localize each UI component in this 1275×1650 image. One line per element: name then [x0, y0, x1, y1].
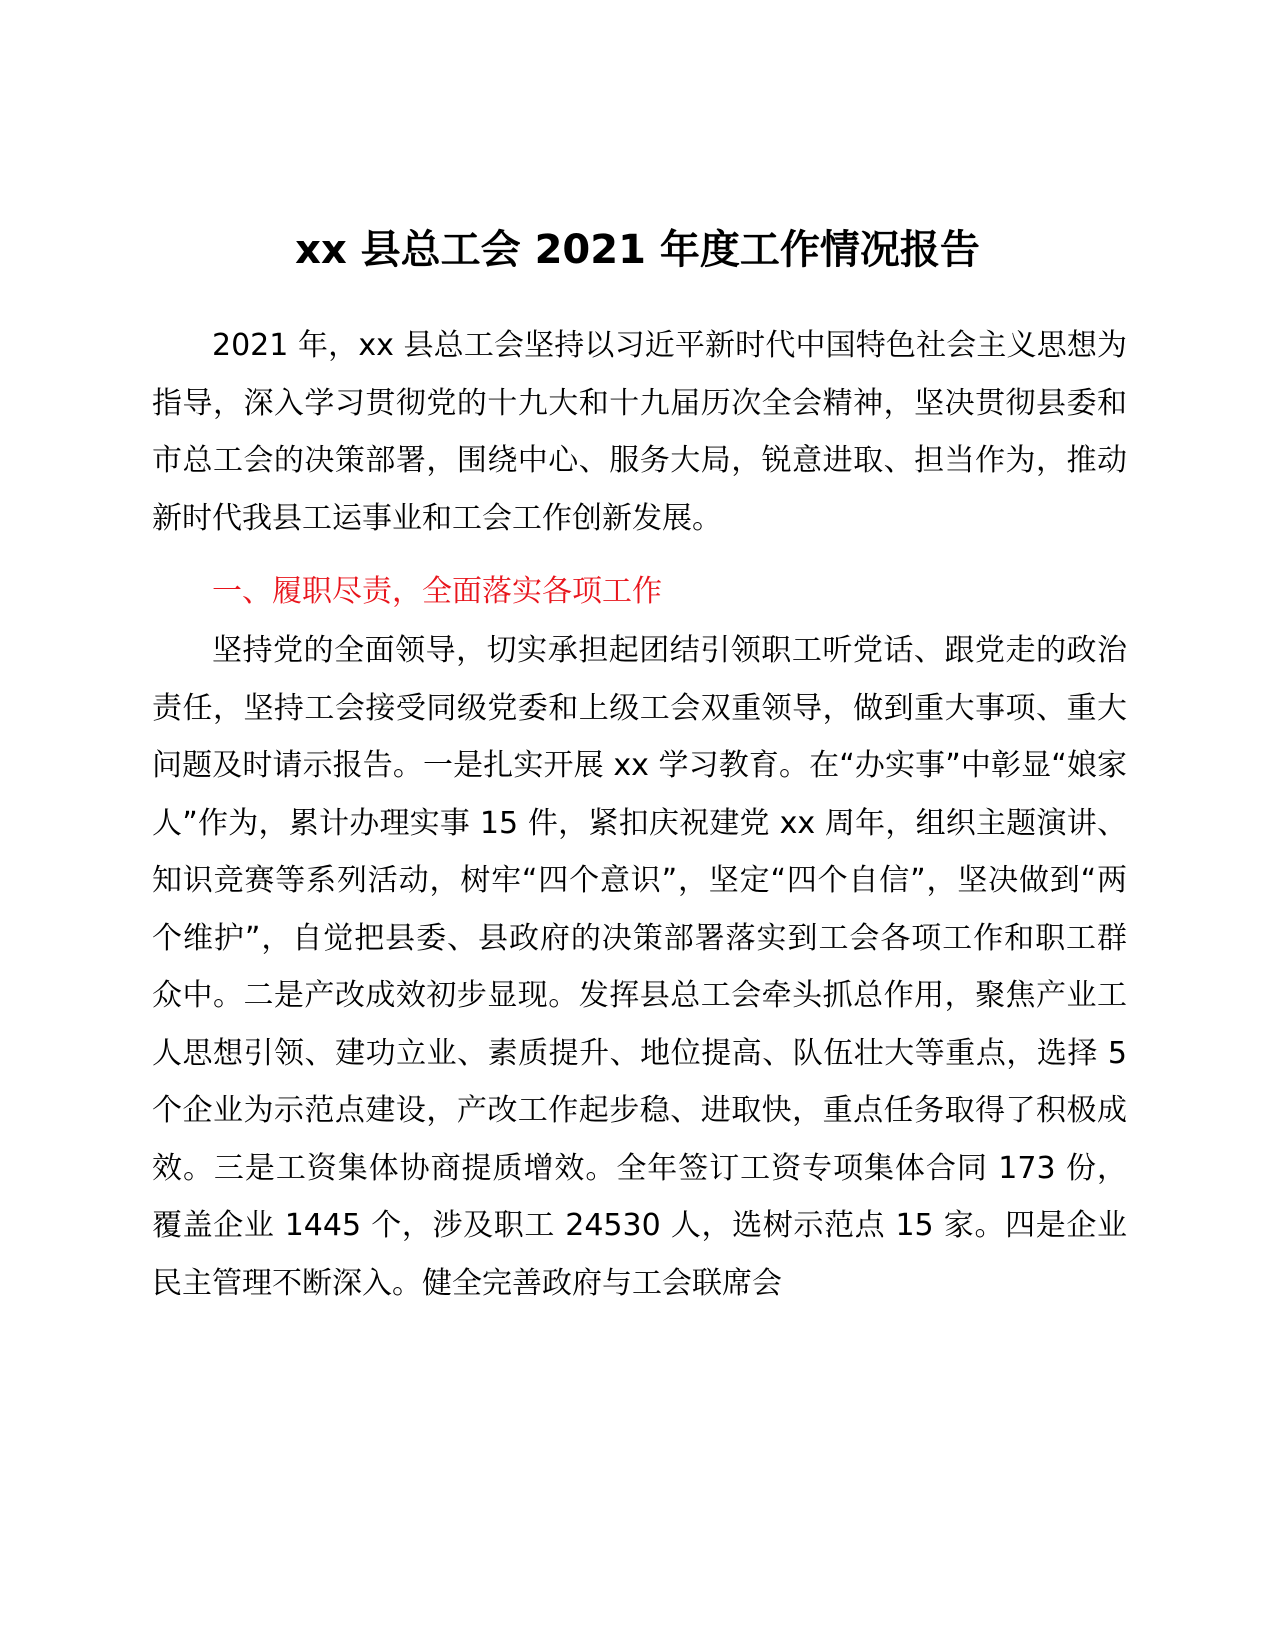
intro-paragraph: 2021 年，xx 县总工会坚持以习近平新时代中国特色社会主义思想为指导，深入学习贯彻党的十九大和十九届历次全会精神，坚决贯彻县委和市总工会的决策部署，围绕中心、服务大局，锐意进取、担当作为，推动新时代我县工运事业和工会工作创新发展。	[152, 328, 1127, 536]
body-paragraph: 坚持党的全面领导，切实承担起团结引领职工听党话、跟党走的政治责任，坚持工会接受同级党委和上级工会双重领导，做到重大事项、重大问题及时请示报告。一是扎实开展 xx 学习教育。在“办实事”中彰显“娘家人”作为，累计办理实事 15 件，紧扣庆祝建党 xx 周年，组织主题演讲、知识竞赛等系列活动，树牢“四个意识”，坚定“四个自信”，坚决做到“两个维护”，自觉把县委、县政府的决策部署落实到工会各项工作和职工群众中。二是产改成效初步显现。发挥县总工会牵头抓总作用，聚焦产业工人思想引领、建功立业、素质提升、地位提高、队伍壮大等重点，选择 5 个企业为示范点建设，产改工作起步稳、进取快，重点任务取得了积极成效。三是工资集体协商提质增效。全年签订工资专项集体合同 173 份，覆盖企业 1445 个，涉及职工 24530 人，选树示范点 15 家。四是企业民主管理不断深入。健全完善政府与工会联席会	[152, 633, 1127, 1301]
document-title: xx 县总工会 2021 年度工作情况报告	[295, 227, 980, 273]
section-heading: 一、履职尽责，全面落实各项工作	[212, 574, 662, 609]
